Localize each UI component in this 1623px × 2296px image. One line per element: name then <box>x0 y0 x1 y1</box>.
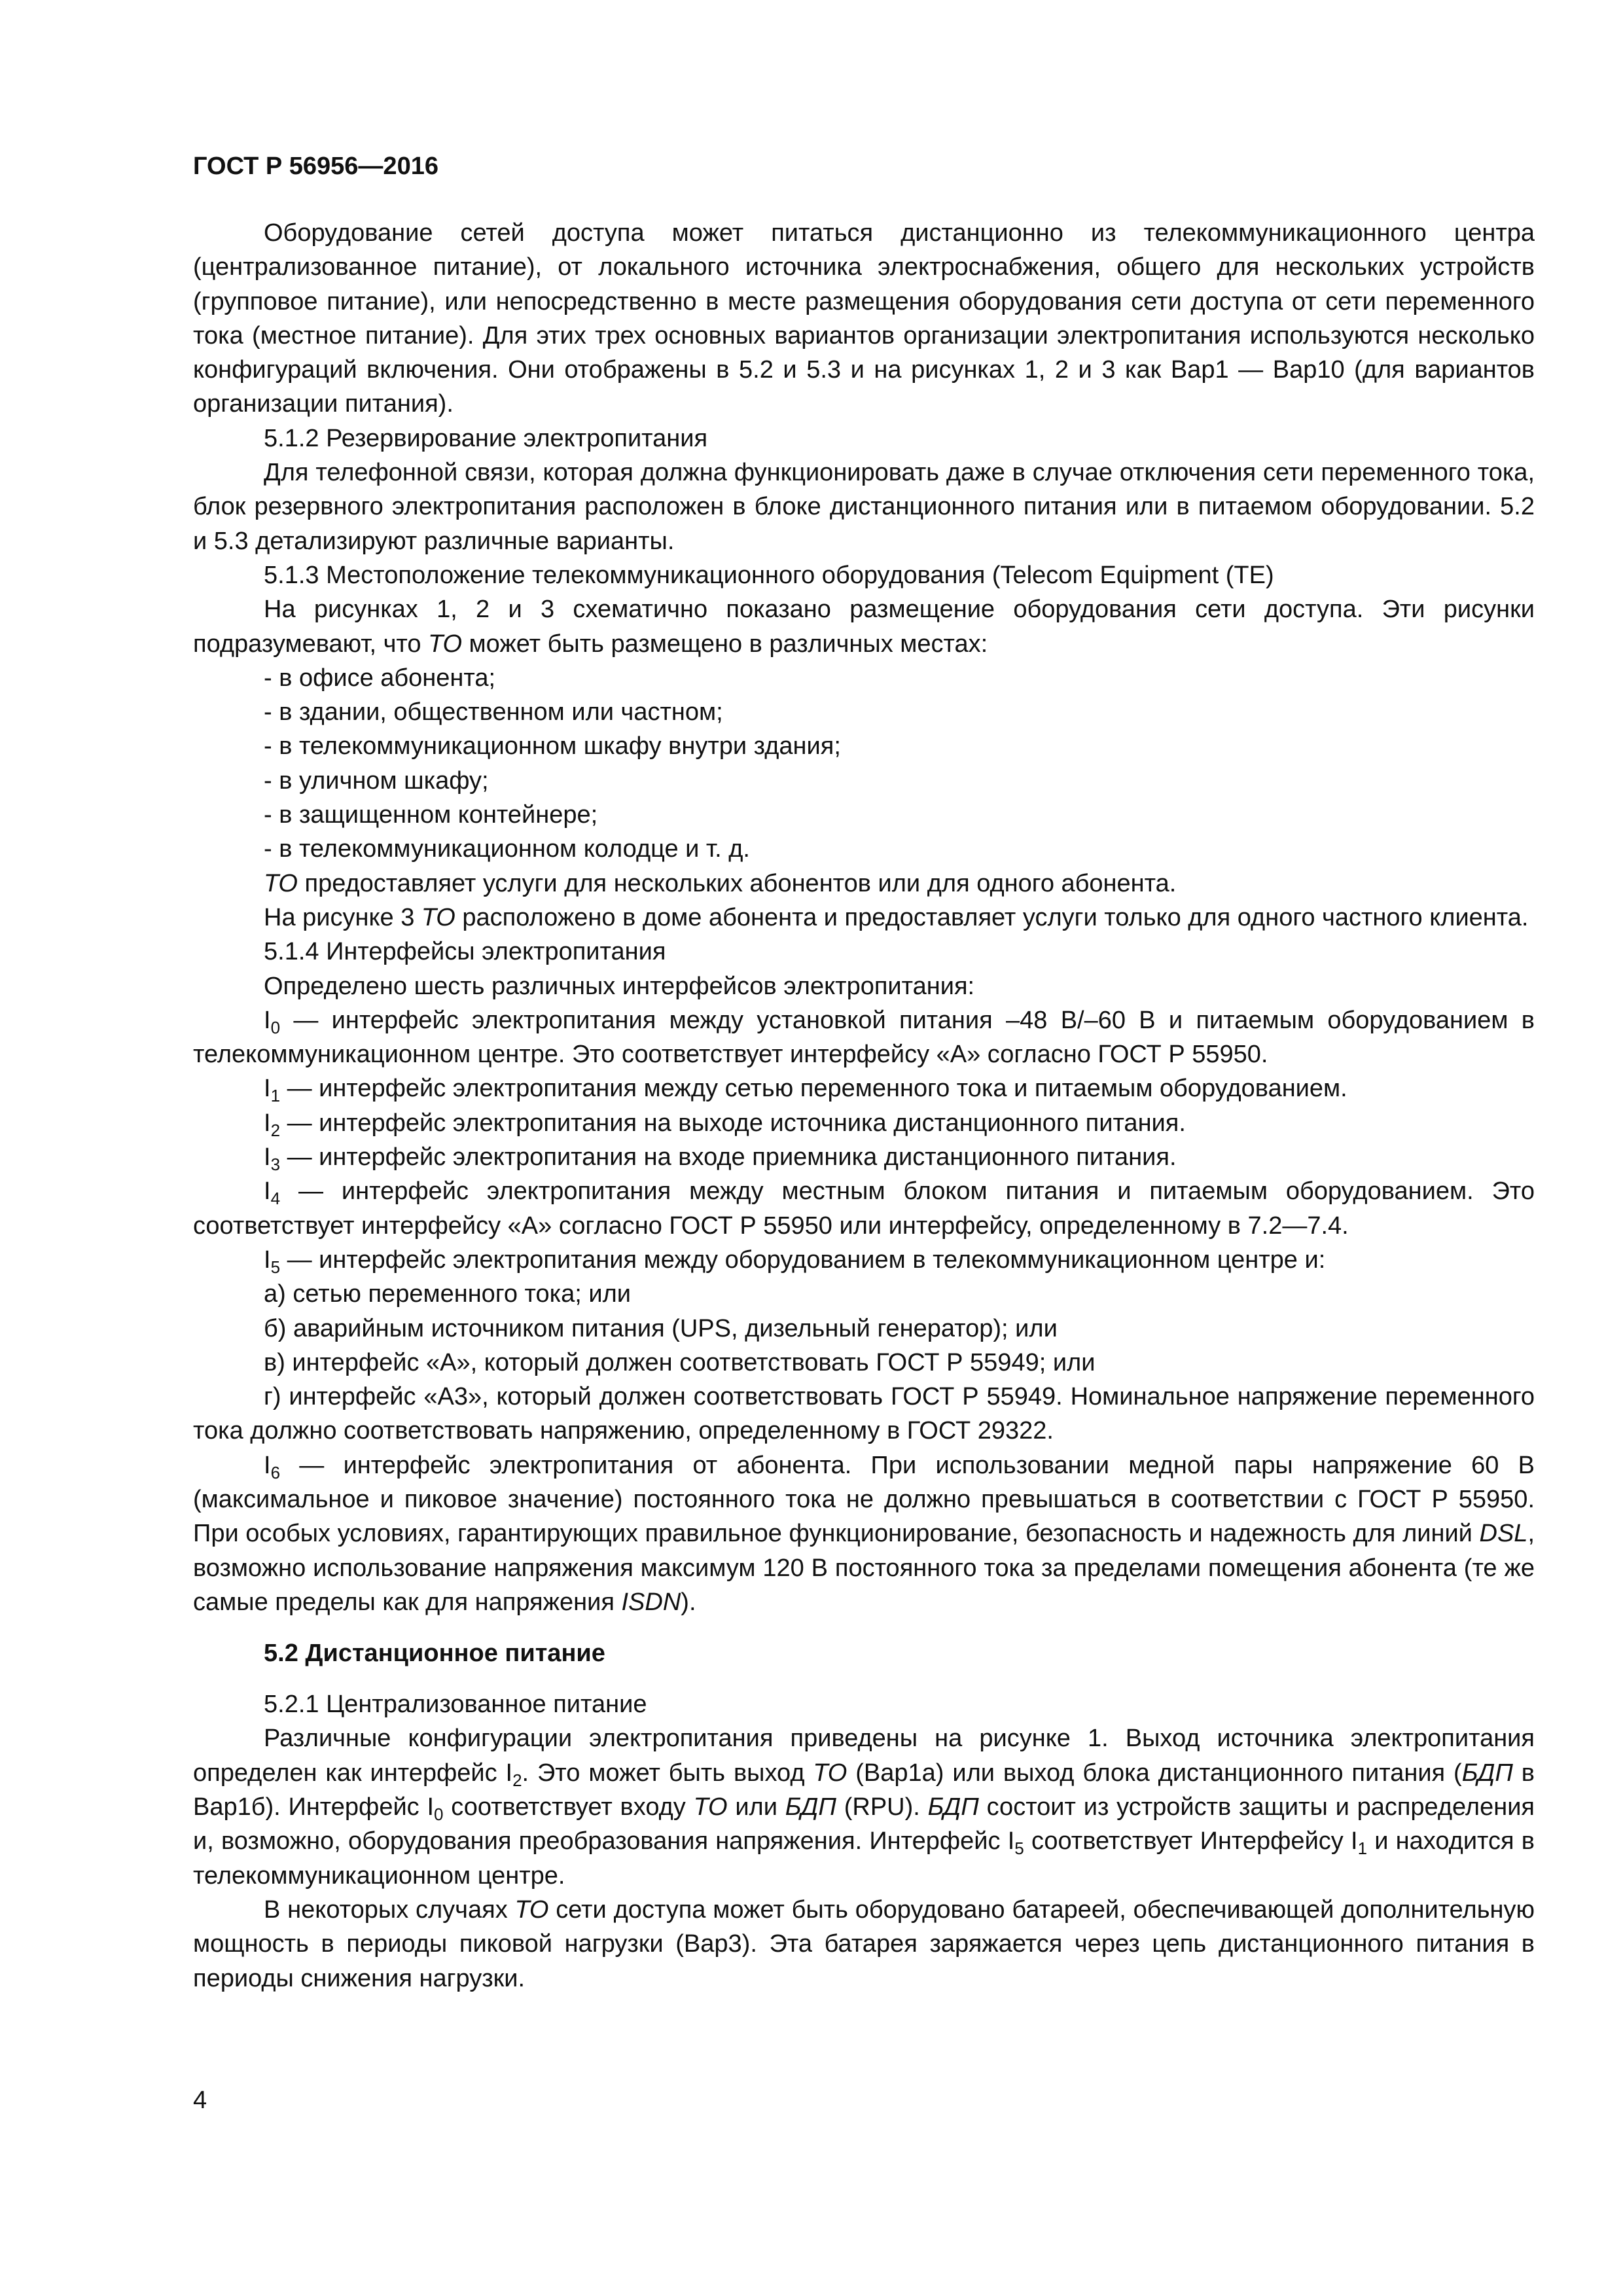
interface-i4: $I_4$ — интерфейс электропитания между местным блоком питания и питаемым оборудованием. Это соответствует интерфейсу «А» согласно ГОСТ Р 55950 или интерфейсу, определенному в 7.2—7.4. <box>193 1177 1535 1240</box>
interface-i5: $I_5$ — интерфейс электропитания между оборудованием в телекоммуникационном центре и: <box>264 1246 1326 1277</box>
list-item: - в защищенном контейнере; <box>264 801 598 829</box>
interface-i3: $I_3$ — интерфейс электропитания на входе приемника дистанционного питания. <box>264 1143 1177 1175</box>
subsection-5-1-3: 5.1.3 Местоположение телекоммуникационного оборудования (Telecom Equipment (TE) <box>264 561 1274 589</box>
paragraph-location: На рисунках 1, 2 и 3 схематично показано размещение оборудования сети доступа. Эти рисунки подразумевают, что ТО может быть размещено в различных местах: <box>193 596 1535 658</box>
list-item: - в здании, общественном или частном; <box>264 698 723 726</box>
interface-i5-item-b: б) аварийным источником питания (UPS, дизельный генератор); или <box>264 1314 1058 1342</box>
paragraph-backup: Для телефонной связи, которая должна функционировать даже в случае отключения сети переменного тока, блок резервного электропитания расположен в блоке дистанционного питания или в питаемом оборудовании. 5.2 и 5.3 детализируют различные варианты. <box>193 459 1535 555</box>
list-item: - в уличном шкафу; <box>264 766 489 795</box>
paragraph-figure-3: На рисунке 3 ТО расположено в доме абонента и предоставляет услуги только для одного частного клиента. <box>264 903 1529 931</box>
interface-i2: $I_2$ — интерфейс электропитания на выходе источника дистанционного питания. <box>264 1109 1186 1140</box>
document-page <box>193 151 1535 1996</box>
paragraph-centralized: Различные конфигурации электропитания приведены на рисунке 1. Выход источника электропитания определен как интерфейс $I_2$. Это может быть выход ТО (Вар1а) или выход блока дистанционного питания (БДП в Вар1б). Интерфейс $I_0$ соответствует входу ТО или БДП (RPU). БДП состоит из устройств защиты и распределения и, возможно, оборудования преобразования напряжения. Интерфейс $I_5$ соответствует Интерфейсу $I_1$ и находится в телекоммуникационном центре. <box>193 1725 1535 1890</box>
paragraph-six-interfaces: Определено шесть различных интерфейсов электропитания: <box>264 972 975 1000</box>
paragraph-intro: Оборудование сетей доступа может питаться дистанционно из телекоммуникационного центра (централизованное питание), от локального источника электроснабжения, общего для нескольких устройств (групповое питание), или непосредственно в месте размещения оборудования сети доступа от сети переменного тока (местное питание). Для этих трех основных вариантов организации электропитания используются несколько конфигураций включения. Они отображены в 5.2 и 5.3 и на рисунках 1, 2 и 3 как Вар1 — Вар10 (для вариантов организации питания). <box>193 219 1535 418</box>
document-header: ГОСТ Р 56956—2016 <box>193 152 438 180</box>
section-5-2-title: 5.2 Дистанционное питание <box>264 1640 605 1668</box>
list-item: - в телекоммуникационном шкафу внутри здания; <box>264 732 841 761</box>
list-item: - в телекоммуникационном колодце и т. д. <box>264 835 750 863</box>
interface-i6: $I_6$ — интерфейс электропитания от абонента. При использовании медной пары напряжение 60 В (максимальное и пиковое значение) постоянного тока не должно превышаться в соответствии с ГОСТ Р 55950. При особых условиях, гарантирующих правильное функционирование, безопасность и надежность для линий DSL, возможно использование напряжения максимум 120 В постоянного тока за пределами помещения абонента (те же самые пределы как для напряжения ISDN). <box>193 1451 1535 1616</box>
interface-i5-item-c: в) интерфейс «А», который должен соответствовать ГОСТ Р 55949; или <box>264 1348 1096 1376</box>
paragraph-to-services: ТО предоставляет услуги для нескольких абонентов или для одного абонента. <box>264 869 1177 897</box>
subsection-5-1-2: 5.1.2 Резервирование электропитания <box>264 424 708 452</box>
list-item: - в офисе абонента; <box>264 664 496 692</box>
interface-i5-item-d: г) интерфейс «А3», который должен соответствовать ГОСТ Р 55949. Номинальное напряжение переменного тока должно соответствовать напряжению, определенному в ГОСТ 29322. <box>193 1383 1535 1445</box>
subsection-5-1-4: 5.1.4 Интерфейсы электропитания <box>264 938 666 966</box>
paragraph-battery: В некоторых случаях ТО сети доступа может быть оборудовано батареей, обеспечивающей дополнительную мощность в периоды пиковой нагрузки (Вар3). Эта батарея заряжается через цепь дистанционного питания в периоды снижения нагрузки. <box>193 1895 1535 1992</box>
interface-i0: $I_0$ — интерфейс электропитания между установкой питания –48 В/–60 В и питаемым оборудованием в телекоммуникационном центре. Это соответствует интерфейсу «А» согласно ГОСТ Р 55950. <box>193 1006 1535 1069</box>
interface-i5-item-a: а) сетью переменного тока; или <box>264 1280 631 1308</box>
subsection-5-2-1: 5.2.1 Централизованное питание <box>264 1691 647 1719</box>
page-number: 4 <box>193 2087 207 2114</box>
interface-i1: $I_1$ — интерфейс электропитания между сетью переменного тока и питаемым оборудованием. <box>264 1075 1347 1106</box>
